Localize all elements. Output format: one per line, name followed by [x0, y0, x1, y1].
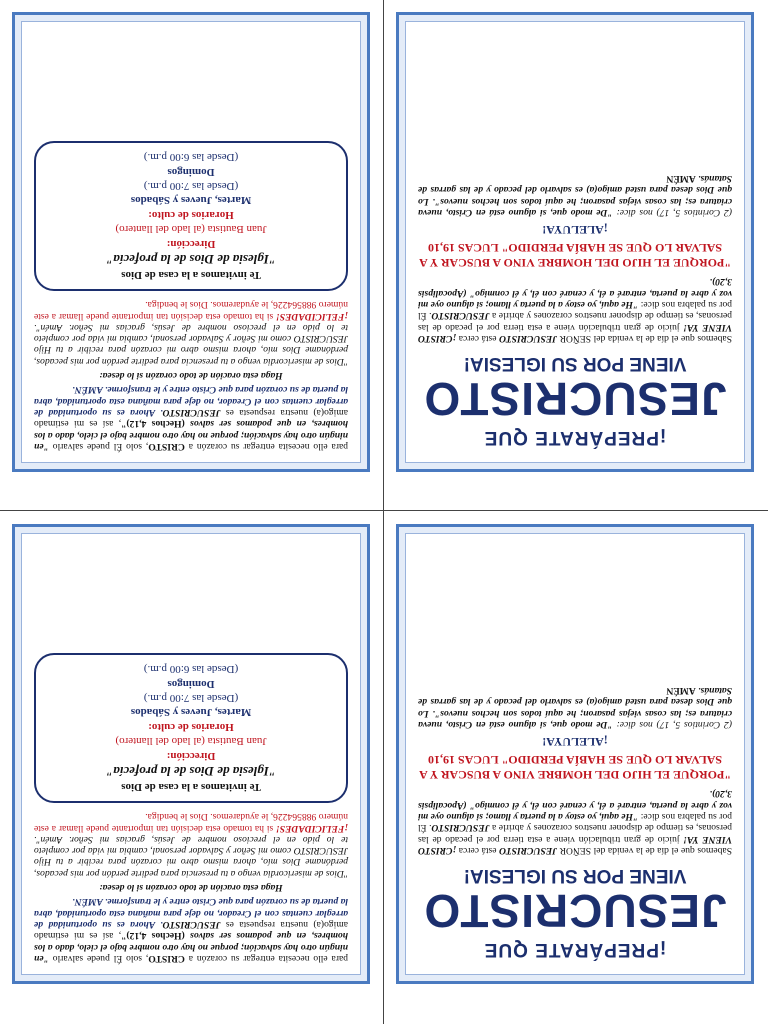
aleluya-text: ¡ALELUYA! [542, 222, 608, 237]
tract-back-content [22, 534, 360, 974]
tract-front-card-top [396, 12, 754, 472]
salvation-paragraph: para ello necesita entregar su corazón a CRISTO, solo Él puede salvarlo "en ningún otro hay salvación; porque no hay otro nombre bajo el cielo, dado a los hombres, en que podamos ser salvos (Hechos 4,12)", así es mi estimado amigo(a) nuestra respuesta es JESUCRISTO. Ahora es su oportunidad de arreglar cuentas con el Creador, no deje para mañana esta oportunidad, abra la puerta de su corazón para que Cristo entre y le transforme. AMÉN. [33, 896, 348, 964]
headline-main: JESUCRISTO [423, 373, 727, 425]
tract-back-card-top [12, 12, 370, 472]
prayer-paragraph: "Dios de misericordia vengo a tu presencia para pedirte perdón por mis pecados, perdóname Dios mío, ahora mismo abro mi corazón para recibir a tu Hijo JESUCRISTO como mi Señor y Salvador personal, cambia mi vida por completo te lo pido en el precioso nombre de Jesús, gracias mi Señor. Amén". ¡FELICIDADES! si ha tomado esta decisión tan importante puede llamar a este número 988564226, le ayudaremos. Dios le bendiga. [34, 299, 348, 367]
tract-front-content [406, 22, 744, 462]
church-info-box [34, 653, 348, 803]
cut-line-horizontal [0, 510, 768, 511]
new-creature-paragraph: (2 Corintios 5, 17) nos dice: "De modo que, si alguno está en Cristo, nueva criatura es; las cosas viejas pasaron; he aquí todos son hechos nuevos". Lo que Dios desea para usted amigo(a) es salvarlo del pecado y de las garras de Satanás. AMÉN [418, 172, 732, 218]
service-time-sunday: (Desde las 6:00 p.m.) [143, 151, 239, 164]
service-days-weekday: Martes, Jueves y Sábados [130, 706, 252, 719]
luke-quote: "PORQUE EL HIJO DEL HOMBRE VINO A BUSCAR Y A SALVAR LO QUE SE HABÍA PERDIDO" LUCAS 19,10 [419, 241, 731, 271]
address-label: Dirección: [166, 237, 216, 250]
tract-front-content [406, 534, 744, 974]
headline-line3: VIENE POR SU IGLESIA! [463, 865, 687, 886]
address-label: Dirección: [166, 749, 216, 762]
service-days-sunday: Domingos [167, 165, 215, 178]
tract-back-content [22, 22, 360, 462]
service-days-sunday: Domingos [167, 677, 215, 690]
address-value: Juan Bautista (al lado del llantero) [115, 735, 267, 748]
prayer-heading: Haga esta oración de todo corazón si lo desea: [99, 882, 283, 894]
service-days-weekday: Martes, Jueves y Sábados [130, 194, 252, 207]
headline-line1: ¡PREPÁRATE QUE [483, 939, 667, 960]
invite-text: Te invitamos a la casa de Dios [121, 780, 261, 793]
service-time-weekday: (Desde las 7:00 p.m.) [143, 692, 239, 705]
headline-line3: VIENE POR SU IGLESIA! [463, 353, 687, 374]
cut-line-vertical [383, 0, 384, 1024]
invite-text: Te invitamos a la casa de Dios [121, 268, 261, 281]
prayer-heading: Haga esta oración de todo corazón si lo desea: [99, 370, 283, 382]
tract-front-card-bottom [396, 524, 754, 984]
coming-paragraph: Sabemos que el día de la venida del SEÑOR JESUCRISTO está cerca ¡CRISTO VIENE YA! juicio de gran tribulación viene a esta tierra por el pecado de las personas, es tiempo de disponer nuestros corazones y abrirle a JESUCRISTO. Él por su palabra nos dice: "He aquí, yo estoy a la puerta y llamo; si alguno oye mi voz y abre la puerta, entraré a él, y cenaré con él, y él conmigo" (Apocalipsis 3,20). [417, 788, 732, 856]
headline-main: JESUCRISTO [423, 885, 727, 937]
church-name: "Iglesia de Dios de la profecía" [105, 251, 277, 267]
hours-label: Horarios de culto: [148, 720, 234, 733]
tract-back-card-bottom [12, 524, 370, 984]
service-time-weekday: (Desde las 7:00 p.m.) [143, 180, 239, 193]
address-value: Juan Bautista (al lado del llantero) [115, 223, 267, 236]
hours-label: Horarios de culto: [148, 208, 234, 221]
church-name: "Iglesia de Dios de la profecía" [105, 763, 277, 779]
prayer-paragraph: "Dios de misericordia vengo a tu presencia para pedirte perdón por mis pecados, perdóname Dios mío, ahora mismo abro mi corazón para recibir a tu Hijo JESUCRISTO como mi Señor y Salvador personal, cambia mi vida por completo te lo pido en el precioso nombre de Jesús, gracias mi Señor. Amén". ¡FELICIDADES! si ha tomado esta decisión tan importante puede llamar a este número 988564226, le ayudaremos. Dios le bendiga. [34, 811, 348, 879]
salvation-paragraph: para ello necesita entregar su corazón a CRISTO, solo Él puede salvarlo "en ningún otro hay salvación; porque no hay otro nombre bajo el cielo, dado a los hombres, en que podamos ser salvos (Hechos 4,12)", así es mi estimado amigo(a) nuestra respuesta es JESUCRISTO. Ahora es su oportunidad de arreglar cuentas con el Creador, no deje para mañana esta oportunidad, abra la puerta de su corazón para que Cristo entre y le transforme. AMÉN. [33, 384, 348, 452]
headline-line1: ¡PREPÁRATE QUE [483, 427, 667, 448]
service-time-sunday: (Desde las 6:00 p.m.) [143, 663, 239, 676]
new-creature-paragraph: (2 Corintios 5, 17) nos dice: "De modo que, si alguno está en Cristo, nueva criatura es; las cosas viejas pasaron; he aquí todos son hechos nuevos". Lo que Dios desea para usted amigo(a) es salvarlo del pecado y de las garras de Satanás. AMÉN [418, 684, 732, 730]
luke-quote: "PORQUE EL HIJO DEL HOMBRE VINO A BUSCAR Y A SALVAR LO QUE SE HABÍA PERDIDO" LUCAS 19,10 [419, 753, 731, 783]
aleluya-text: ¡ALELUYA! [542, 734, 608, 749]
church-info-box [34, 141, 348, 291]
coming-paragraph: Sabemos que el día de la venida del SEÑOR JESUCRISTO está cerca ¡CRISTO VIENE YA! juicio de gran tribulación viene a esta tierra por el pecado de las personas, es tiempo de disponer nuestros corazones y abrirle a JESUCRISTO. Él por su palabra nos dice: "He aquí, yo estoy a la puerta y llamo; si alguno oye mi voz y abre la puerta, entraré a él, y cenaré con él, y él conmigo" (Apocalipsis 3,20). [417, 276, 732, 344]
